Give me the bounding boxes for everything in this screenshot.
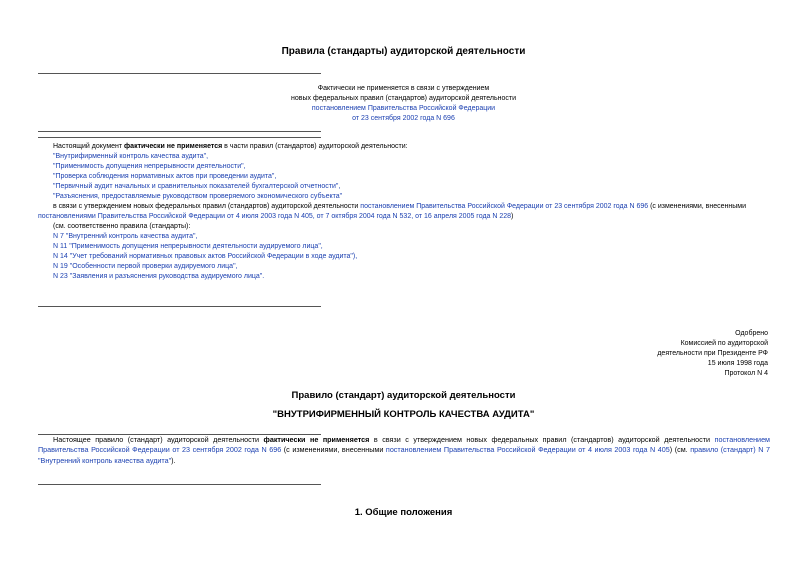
approval-block [560,329,768,379]
status-item-link[interactable]: "Разъяснения, предоставляемые руководством проверяемого экономического субъекта" [53,193,343,200]
standard-ref-link[interactable]: N 7 "Внутренний контроль качества аудита", [53,233,198,240]
rule-notice-link[interactable]: постановлением Правительства Российской Федерации от 23 сентября 2002 года N 696 [38,435,771,455]
notice-line: Фактически не применяется в связи с утверждением [317,85,490,92]
approval-line: деятельности при Президенте РФ [657,350,768,357]
approval-line: Одобрено [735,330,768,337]
notice-block [250,84,557,124]
separator-line [38,484,321,485]
approval-line: 15 июля 1998 года [707,360,768,367]
status-intro: Настоящий документ фактически не применяется в части правил (стандартов) аудиторской деятельности: [53,143,408,150]
notice-line: новых федеральных правил (стандартов) аудиторской деятельности [290,95,516,102]
separator-line [38,306,321,307]
section-title: 1. Общие положения [354,507,453,518]
basis-link[interactable]: постановлением Правительства Российской Федерации от 23 сентября 2002 года N 696 [360,203,649,210]
notice-link[interactable]: постановлением Правительства Российской Федерации [311,105,496,112]
separator-line [38,73,321,74]
approval-line: Протокол N 4 [724,370,768,377]
rule-notice-link[interactable]: постановлением Правительства Российской Федерации от 4 июля 2003 года N 405 [385,445,670,455]
rule-notice: Настоящее правило (стандарт) аудиторской деятельности фактически не применяется в связи с утверждением новых федеральных правил (стандартов) аудиторской деятельности постановлением Правительства Российской Федерации от 23 сентября 2002 года N 696 (с изменениями, внесенными постановлением Правительства Российской Федерации от 4 июля 2003 года N 405) (см. правило (стандарт) N 7 "Внутренний контроль качества аудита"). [38,435,771,465]
document-title: Правила (стандарты) аудиторской деятельности [281,46,526,57]
status-item-link[interactable]: "Первичный аудит начальных и сравнительных показателей бухгалтерской отчетности", [53,183,341,190]
standard-ref-link[interactable]: N 19 "Особенности первой проверки аудируемого лица", [53,263,238,270]
standard-ref-link[interactable]: N 23 "Заявления и разъяснения руководства аудируемого лица". [53,273,265,280]
status-item-link[interactable]: "Применимость допущения непрерывности деятельности", [53,163,246,170]
rule-title: Правило (стандарт) аудиторской деятельности [291,390,516,401]
notice-link[interactable]: от 23 сентября 2002 года N 696 [352,115,455,122]
separator-line [38,131,321,132]
status-item-link[interactable]: "Внутрифирменный контроль качества аудита", [53,153,209,160]
separator-line [38,137,321,138]
rule-notice-link[interactable]: правило (стандарт) N 7 "Внутренний контроль качества аудита" [38,445,770,465]
status-basis: в связи с утверждением новых федеральных правил (стандартов) аудиторской деятельности постановлением Правительства Российской Федерации от 23 сентября 2002 года N 696 (с изменениями, внесенными постановлениями Правительства Российской Федерации от 4 июля 2003 года N 405, от 7 октября 2004 года N 532, от 16 апреля 2005 года N 228) [38,203,746,220]
basis-link[interactable]: постановлениями Правительства Российской Федерации от 4 июля 2003 года N 405, от 7 октября 2004 года N 532, от 16 апреля 2005 года N 228 [38,213,512,220]
standard-ref-link[interactable]: N 11 "Применимость допущения непрерывности деятельности аудируемого лица", [53,243,323,250]
rule-subtitle: "ВНУТРИФИРМЕННЫЙ КОНТРОЛЬ КАЧЕСТВА АУДИТА" [272,409,535,420]
status-see: (см. соответственно правила (стандарты): [53,223,191,230]
standard-ref-link[interactable]: N 14 "Учет требований нормативных правовых актов Российской Федерации в ходе аудита"), [53,253,358,260]
status-block [38,142,773,282]
status-item-link[interactable]: "Проверка соблюдения нормативных актов при проведении аудита", [53,173,277,180]
approval-line: Комиссией по аудиторской [680,340,768,347]
